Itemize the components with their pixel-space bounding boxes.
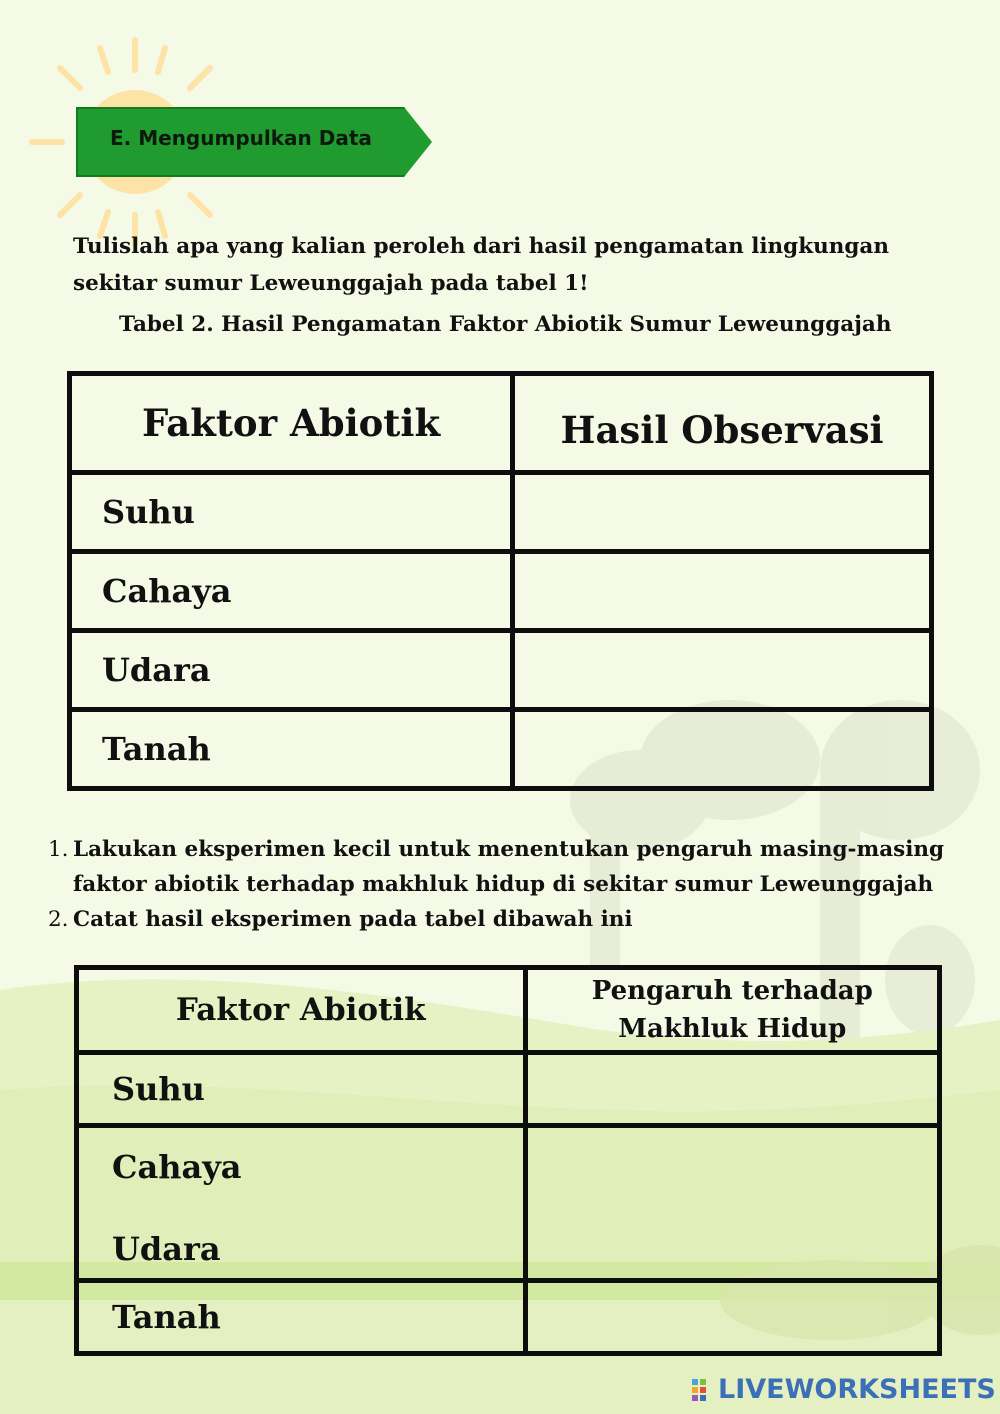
table-row	[70, 631, 932, 710]
table-caption: Tabel 2. Hasil Pengamatan Faktor Abiotik Sumur Leweunggajah	[119, 312, 892, 337]
answer-cell-cahaya-udara[interactable]	[525, 1126, 939, 1281]
factor-cell-tanah: Tanah	[70, 710, 513, 789]
factor-cell-cahaya-udara	[77, 1126, 526, 1281]
steps-list	[48, 832, 968, 937]
factor-label-cahaya: Cahaya	[112, 1148, 242, 1186]
table-header-row	[70, 374, 932, 473]
list-item-text: Catat hasil eksperimen pada tabel dibawah ini	[73, 907, 633, 932]
liveworksheets-logo	[692, 1374, 996, 1405]
table-row	[70, 473, 932, 552]
answer-cell-suhu[interactable]	[525, 1053, 939, 1126]
list-item-text: Lakukan eksperimen kecil untuk menentukan pengaruh masing-masing faktor abiotik terhadap makhluk hidup di sekitar sumur Leweunggajah	[73, 837, 945, 897]
list-item	[48, 832, 968, 902]
factor-cell-cahaya: Cahaya	[70, 552, 513, 631]
answer-cell-tanah[interactable]	[525, 1281, 939, 1354]
table-header-cell	[525, 968, 939, 1053]
list-item	[48, 902, 968, 937]
section-banner-label: E. Mengumpulkan Data	[110, 126, 372, 150]
table-header-cell: Hasil Observasi	[513, 374, 932, 473]
list-number: 1.	[48, 837, 69, 862]
liveworksheets-icon	[692, 1377, 714, 1403]
table-row	[77, 1053, 940, 1126]
answer-cell-tanah[interactable]	[513, 710, 932, 789]
factor-label-udara: Udara	[112, 1230, 221, 1268]
answer-cell-cahaya[interactable]	[513, 552, 932, 631]
observation-table	[67, 371, 934, 791]
instruction-text: Tulislah apa yang kalian peroleh dari hasil pengamatan lingkungan sekitar sumur Leweunggajah pada tabel 1!	[73, 234, 889, 296]
table-row	[70, 552, 932, 631]
list-number: 2.	[48, 907, 69, 932]
table-row	[70, 710, 932, 789]
factor-cell-udara: Udara	[70, 631, 513, 710]
brand-name: LIVEWORKSHEETS	[718, 1374, 996, 1405]
factor-cell-tanah: Tanah	[77, 1281, 526, 1354]
factor-cell-suhu: Suhu	[77, 1053, 526, 1126]
header-line: Makhluk Hidup	[618, 1014, 847, 1044]
table-row	[77, 1126, 940, 1281]
experiment-table	[74, 965, 942, 1356]
table-row	[77, 1281, 940, 1354]
table-header-row	[77, 968, 940, 1053]
answer-cell-suhu[interactable]	[513, 473, 932, 552]
factor-cell-suhu: Suhu	[70, 473, 513, 552]
table-header-cell: Faktor Abiotik	[77, 968, 526, 1053]
table-header-cell: Faktor Abiotik	[70, 374, 513, 473]
header-line: Pengaruh terhadap	[591, 976, 873, 1006]
answer-cell-udara[interactable]	[513, 631, 932, 710]
